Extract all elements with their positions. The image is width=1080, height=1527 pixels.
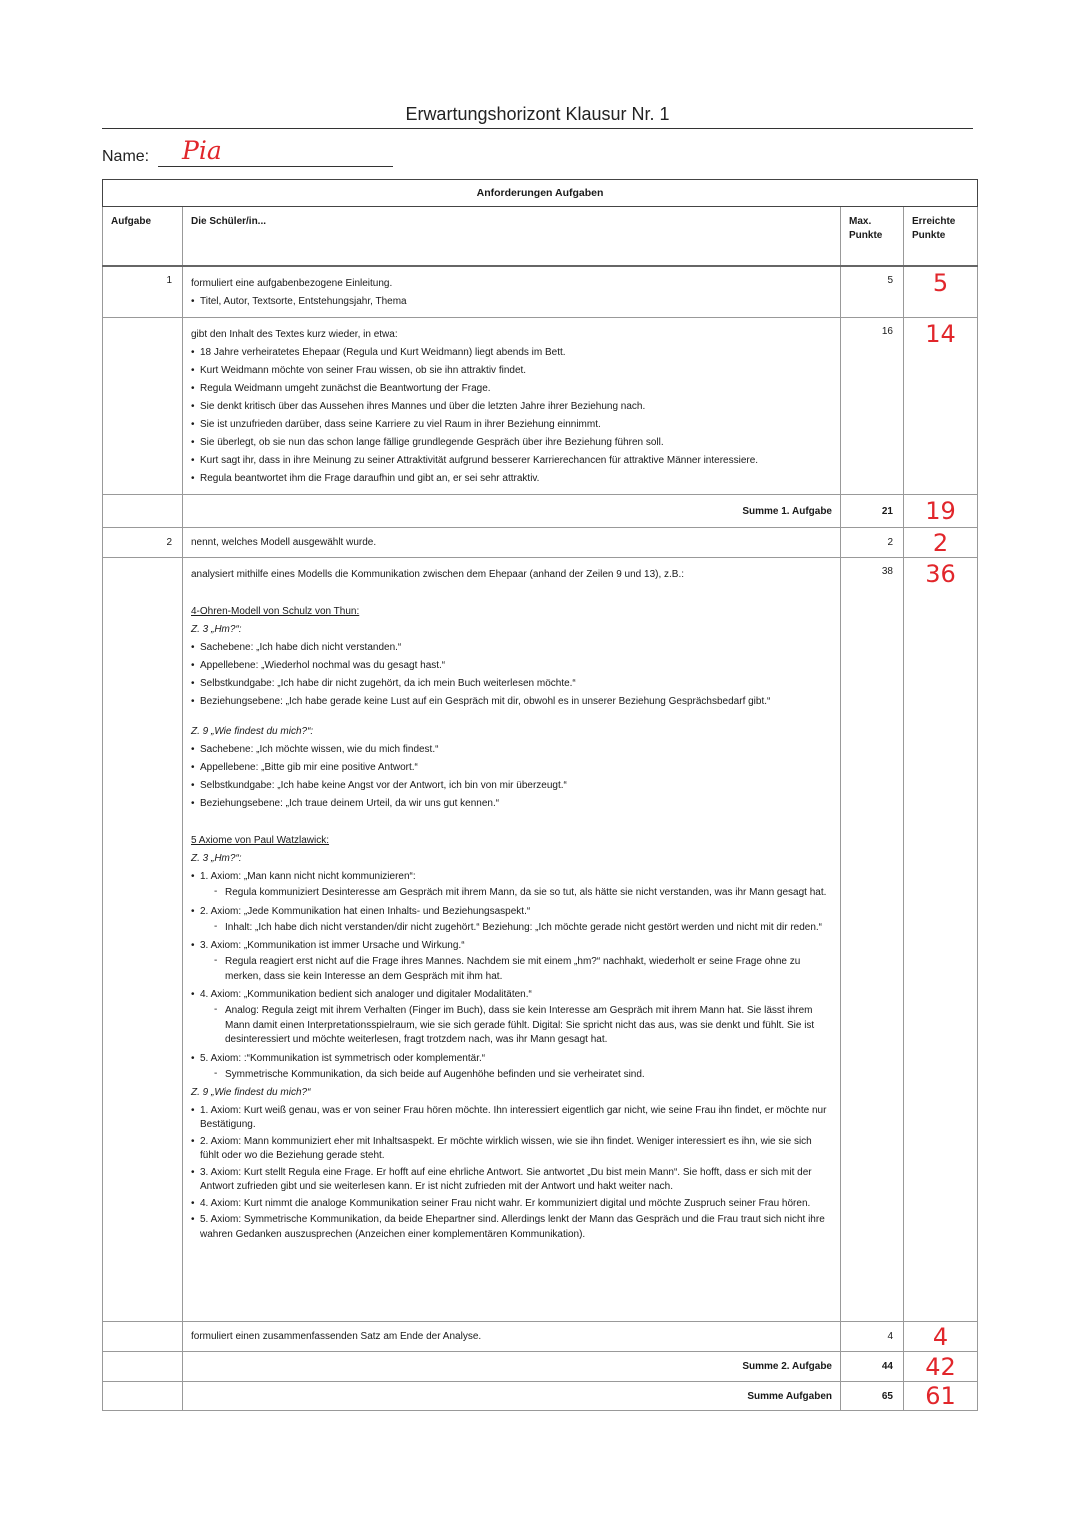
line-reference: Z. 3 „Hm?“: (191, 853, 242, 864)
table-caption: Anforderungen Aufgaben (103, 180, 978, 207)
axiom-explanation: - Symmetrische Kommunikation, da sich beide auf Augenhöhe befinden und sie verheiratet sind. (191, 1068, 832, 1083)
criterion-text: gibt den Inhalt des Textes kurz wieder, in etwa: (191, 329, 398, 340)
criterion-text: formuliert eine aufgabenbezogene Einleitung. (191, 278, 393, 289)
axiom-heading: • 3. Axiom: „Kommunikation ist immer Ursache und Wirkung.“ (200, 940, 465, 951)
table-row (103, 1322, 978, 1352)
achieved-points-handwritten: 2 (904, 528, 978, 558)
axiom-heading: • 2. Axiom: „Jede Kommunikation hat einen Inhalts- und Beziehungsaspekt.“ (200, 905, 531, 917)
list-item: • Titel, Autor, Textsorte, Entstehungsjahr, Thema (191, 293, 832, 311)
criterion-text: formuliert einen zusammenfassenden Satz am Ende der Analyse. (183, 1322, 841, 1352)
name-underline (158, 166, 393, 167)
achieved-points-handwritten: 36 (904, 558, 978, 1322)
sum-label: Summe 2. Aufgabe (183, 1352, 841, 1382)
list-item: • 18 Jahre verheiratetes Ehepaar (Regula und Kurt Weidmann) liegt abends im Bett. (191, 344, 832, 362)
table-row (103, 266, 978, 318)
sum-max-points: 44 (841, 1352, 904, 1382)
criterion-description (183, 558, 841, 1322)
list-item (191, 986, 832, 1004)
name-label: Name: (102, 148, 150, 165)
model-title-axioms: 5 Axiome von Paul Watzlawick: (191, 835, 330, 846)
list-item (191, 937, 832, 955)
max-points: 5 (841, 266, 904, 318)
student-name-handwritten: Pia (182, 136, 222, 165)
list-item: • Sie denkt kritisch über das Aussehen ihres Mannes und über die letzten Jahre ihrer Beziehung nach. (191, 398, 832, 416)
list-item: • Kurt sagt ihr, dass in ihre Meinung zu seiner Attraktivität aufgrund besserer Karrierechancen für attraktive Männer interessiere. (191, 452, 832, 470)
line-reference: Z. 9 „Wie findest du mich?“: (191, 726, 314, 737)
achieved-points-handwritten: 14 (904, 318, 978, 495)
max-points: 2 (841, 528, 904, 558)
col-header-task: Aufgabe (103, 207, 183, 267)
max-points: 16 (841, 318, 904, 495)
criterion-text: nennt, welches Modell ausgewählt wurde. (183, 528, 841, 558)
list-item: • Sie überlegt, ob sie nun das schon lange fällige grundlegende Gespräch über ihre Beziehung führen soll. (191, 434, 832, 452)
col-header-description: Die Schüler/in... (183, 207, 841, 267)
total-max-points: 65 (841, 1382, 904, 1411)
table-header-row (103, 207, 978, 267)
sum-row (103, 1352, 978, 1382)
grading-table (102, 179, 978, 1411)
total-label: Summe Aufgaben (183, 1382, 841, 1411)
achieved-points-handwritten: 4 (904, 1322, 978, 1352)
list-item: • 3. Axiom: Kurt stellt Regula eine Frage. Er hofft auf eine ehrliche Antwort. Sie antwortet „Du bist mein Mann“. Sie hofft, dass er sich mit der Antwort zufrieden gibt und sie weiterlesen kann. Er ist nicht zufrieden mit der Antwort und hakt weiter nach. (191, 1166, 832, 1195)
list-item: • Sachebene: „Ich habe dich nicht verstanden.“ (191, 639, 832, 657)
list-item: • Appellebene: „Bitte gib mir eine positive Antwort.“ (191, 759, 832, 777)
line-reference: Z. 3 „Hm?“: (191, 624, 242, 635)
list-item (191, 868, 832, 886)
max-points: 38 (841, 558, 904, 1322)
max-points: 4 (841, 1322, 904, 1352)
criterion-text: analysiert mithilfe eines Modells die Kommunikation zwischen dem Ehepaar (anhand der Zeilen 9 und 13), z.B.: (191, 569, 685, 580)
list-item: • Regula Weidmann umgeht zunächst die Beantwortung der Frage. (191, 380, 832, 398)
axiom-explanation: - Analog: Regula zeigt mit ihrem Verhalten (Finger im Buch), dass sie kein Interesse am Gespräch mit ihrem Mann hat. Sie lässt ihrem Mann damit einen Interpretationsspielraum, wie sie sich gerade fühlt. Digital: Sie spricht nicht das aus, was sie denkt und fühlt. Sie ist desinteressiert und möchte weiterlesen, fragt trotzdem nach, was ihr Mann gesagt hat. (191, 1004, 832, 1048)
list-item: • Selbstkundgabe: „Ich habe keine Angst vor der Antwort, ich bin von mir überzeugt.“ (191, 777, 832, 795)
axiom-explanation: - Regula reagiert erst nicht auf die Frage ihres Mannes. Nachdem sie mit einem „hm?“ nachhakt, wiederholt er seine Frage ohne zu merken, dass sie kein Interesse an dem Gespräch mit ihm hat. (191, 955, 832, 984)
table-row (103, 318, 978, 495)
col-header-max-points: Max. Punkte (841, 207, 904, 267)
list-item: • Sie ist unzufrieden darüber, dass seine Karriere zu viel Raum in ihrer Beziehung einnimmt. (191, 416, 832, 434)
axiom-heading: • 4. Axiom: „Kommunikation bedient sich analoger und digitaler Modalitäten.“ (200, 989, 532, 1000)
task-number: 2 (103, 528, 183, 558)
achieved-points-handwritten: 5 (904, 266, 978, 318)
list-item: • 1. Axiom: Kurt weiß genau, was er von seiner Frau hören möchte. Ihn interessiert eigentlich gar nicht, wie seine Frau ihn findet, er möchte nur Bestätigung. (191, 1104, 832, 1133)
table-row (103, 558, 978, 1322)
task-number: 1 (103, 266, 183, 318)
sum-achieved-handwritten: 42 (904, 1352, 978, 1382)
list-item: • Selbstkundgabe: „Ich habe dir nicht zugehört, da ich mein Buch weiterlesen möchte.“ (191, 675, 832, 693)
total-achieved-handwritten: 61 (904, 1382, 978, 1411)
list-item: • Kurt Weidmann möchte von seiner Frau wissen, ob sie ihn attraktiv findet. (191, 362, 832, 380)
summary-list (191, 344, 832, 488)
sum-row (103, 495, 978, 528)
sum-row (103, 1382, 978, 1411)
list-item (191, 1050, 832, 1068)
axiom-heading: • 5. Axiom: :“Kommunikation ist symmetrisch oder komplementär.“ (200, 1052, 486, 1064)
sum-max-points: 21 (841, 495, 904, 528)
model-title-four-ears: 4-Ohren-Modell von Schulz von Thun: (191, 606, 360, 617)
list-item: • 2. Axiom: Mann kommuniziert eher mit Inhaltsaspekt. Er möchte wirklich wissen, wie sie ihn findet. Weniger interessiert es ihn, wie sie sich fühlt oder wo die Beziehung gerade steht. (191, 1135, 832, 1164)
list-item: • Beziehungsebene: „Ich traue deinem Urteil, da wir uns gut kennen.“ (191, 795, 832, 813)
list-item: • 4. Axiom: Kurt nimmt die analoge Kommunikation seiner Frau nicht wahr. Er kommuniziert digital und möchte Zuspruch seiner Frau hören. (191, 1197, 832, 1212)
table-row (103, 528, 978, 558)
list-item: • 5. Axiom: Symmetrische Kommunikation, da beide Ehepartner sind. Allerdings lenkt der Mann das Gespräch und die Frau traut sich nicht ihre wahren Gedanken auszusprechen (Anzeichen einer komplementären Kommunikation). (191, 1213, 832, 1242)
axiom-explanation: - Inhalt: „Ich habe dich nicht verstanden/dir nicht zugehört.“ Beziehung: „Ich möchte gerade nicht gestört werden und nicht mit dir reden.“ (191, 921, 832, 936)
title-divider (102, 128, 973, 129)
list-item (191, 903, 832, 921)
col-header-achieved-points: Erreichte Punkte (904, 207, 978, 267)
list-item: • Regula beantwortet ihm die Frage daraufhin und gibt an, er sei sehr attraktiv. (191, 470, 832, 488)
criterion-description (183, 266, 841, 318)
line-reference: Z. 9 „Wie findest du mich?“ (191, 1087, 311, 1098)
list-item: • Appellebene: „Wiederhol nochmal was du gesagt hast.“ (191, 657, 832, 675)
criterion-description (183, 318, 841, 495)
axiom-heading: • 1. Axiom: „Man kann nicht nicht kommunizieren“: (200, 871, 416, 882)
list-item: • Beziehungsebene: „Ich habe gerade keine Lust auf ein Gespräch mit dir, obwohl es in unserer Beziehung Gesprächsbedarf gibt.“ (191, 695, 832, 710)
sum-label: Summe 1. Aufgabe (183, 495, 841, 528)
document-title: Erwartungshorizont Klausur Nr. 1 (405, 104, 670, 124)
list-item: • Sachebene: „Ich möchte wissen, wie du mich findest.“ (191, 741, 832, 759)
axiom-explanation: - Regula kommuniziert Desinteresse am Gespräch mit ihrem Mann, da sie so tut, als hätte sie nicht verstanden, was ihr Mann gesagt hat. (191, 886, 832, 901)
sum-achieved-handwritten: 19 (904, 495, 978, 528)
